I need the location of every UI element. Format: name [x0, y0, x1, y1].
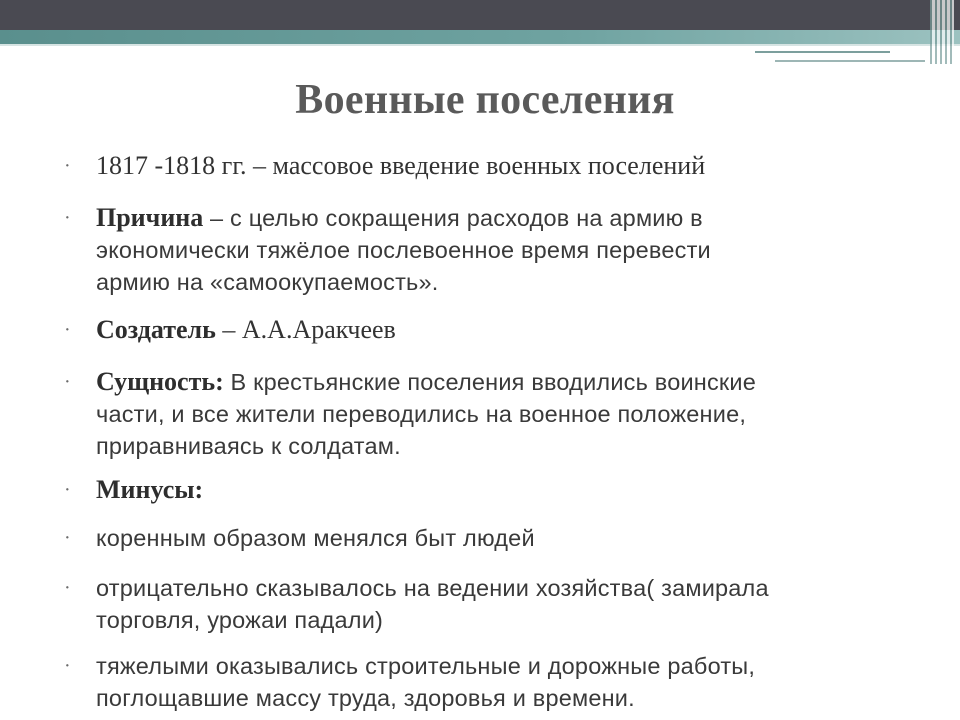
- bullet-icon: ·: [64, 655, 71, 677]
- header-stripe: [0, 30, 960, 44]
- item-text: – А.А.Аракчеев: [215, 315, 396, 344]
- bullet-text: [96, 314, 916, 346]
- bullet-text: коренным образом менялся быт людей: [96, 525, 535, 551]
- item-label: Сущность:: [96, 367, 224, 396]
- bullet-icon: ·: [64, 207, 71, 229]
- bullet-text: 1817 -1818 гг. – массовое введение военных поселений: [96, 151, 706, 180]
- header-stripe-highlight: [0, 44, 960, 46]
- item-text: отрицательно сказывалось на ведении хозяйства( замирала: [96, 575, 769, 601]
- item-text: В крестьянские поселения вводились воинские: [223, 369, 757, 395]
- bullet-icon: ·: [64, 479, 71, 501]
- item-text: армию на «самоокупаемость».: [96, 269, 439, 295]
- bullet-text: [96, 366, 916, 462]
- bullet-text: [96, 202, 916, 298]
- corner-decoration: [930, 0, 954, 64]
- item-text: поглощавшие массу труда, здоровья и времени.: [96, 685, 635, 711]
- item-text: – с целью сокращения расходов на армию в: [203, 205, 703, 231]
- item-label: Создатель: [96, 315, 216, 344]
- bullet-icon: ·: [64, 155, 71, 177]
- item-text: части, и все жители переводились на военное положение,: [96, 401, 747, 427]
- bullet-icon: ·: [64, 527, 71, 549]
- accent-line: [775, 60, 925, 62]
- bullet-text: [96, 474, 916, 506]
- item-text: экономически тяжёлое послевоенное время перевести: [96, 237, 711, 263]
- item-text: приравниваясь к солдатам.: [96, 433, 401, 459]
- item-label: Минусы:: [96, 475, 204, 504]
- accent-line: [755, 51, 890, 53]
- bullet-icon: ·: [64, 371, 71, 393]
- bullet-icon: ·: [64, 319, 71, 341]
- item-text: торговля, урожаи падали): [96, 607, 384, 633]
- bullet-icon: ·: [64, 577, 71, 599]
- slide-title: Военные поселения: [295, 77, 675, 123]
- bullet-text: [96, 650, 916, 714]
- header-band: [0, 0, 960, 30]
- bullet-text: [96, 572, 916, 636]
- item-label: Причина: [96, 203, 204, 232]
- item-text: тяжелыми оказывались строительные и дорожные работы,: [96, 653, 756, 679]
